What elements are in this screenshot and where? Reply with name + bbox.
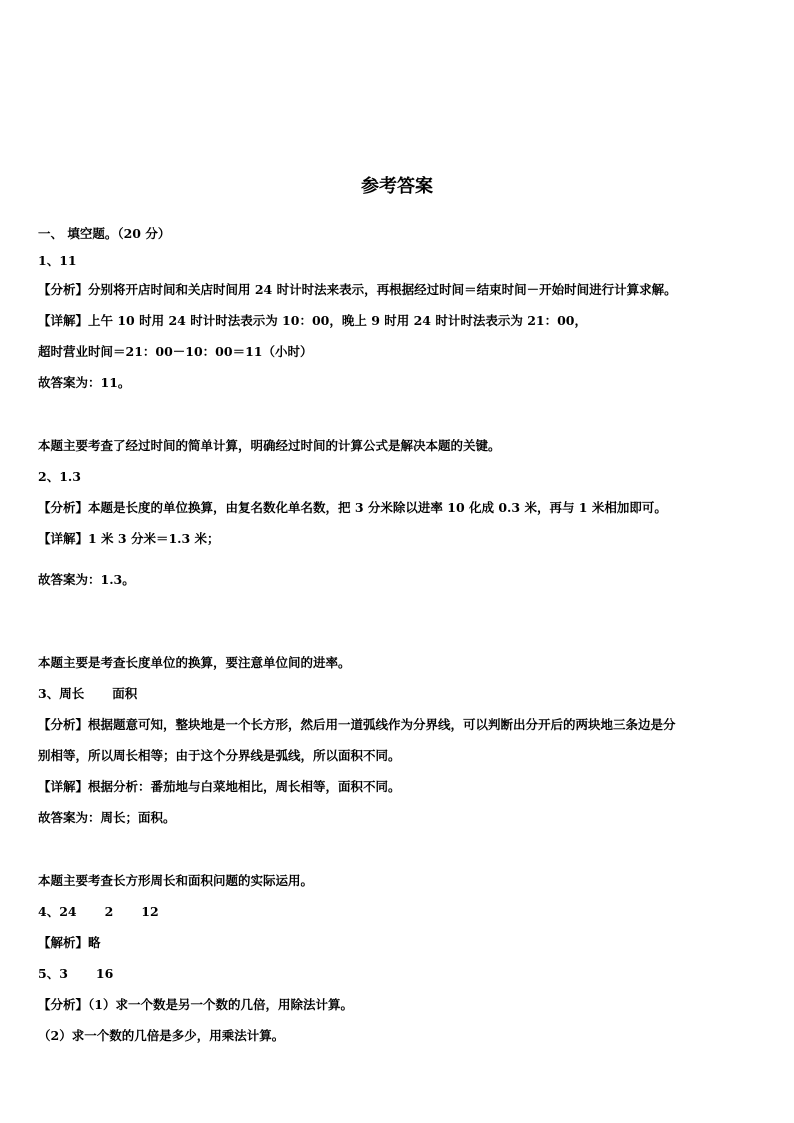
detail-1: 【详解】上午 10 时用 24 时计时法表示为 10：00，晚上 9 时用 24 时计时法表示为 21：00，	[38, 313, 587, 328]
analysis-3-cont: 别相等，所以周长相等；由于这个分界线是弧线，所以面积不同。	[38, 748, 401, 763]
analysis-2: 【分析】本题是长度的单位换算，由复名数化单名数，把 3 分米除以进率 10 化成 0.3 米，再与 1 米相加即可。	[38, 500, 667, 515]
answer-5-part-1: 5、3	[38, 966, 68, 981]
section-heading: 一、 填空题。（20 分）	[38, 226, 171, 241]
detail-2: 【详解】1 米 3 分米＝1.3 米；	[38, 531, 220, 546]
conclusion-2: 故答案为：1.3。	[38, 572, 135, 587]
note-2: 本题主要是考查长度单位的换算，要注意单位间的进率。	[38, 655, 351, 670]
answer-3-part-2: 面积	[112, 686, 138, 701]
answer-4-part-3: 12	[141, 904, 159, 919]
analysis-3: 【分析】根据题意可知，整块地是一个长方形，然后用一道弧线作为分界线，可以判断出分开后的两块地三条边是分	[38, 717, 676, 732]
answer-2: 2、1.3	[38, 469, 81, 484]
conclusion-1: 故答案为：11。	[38, 375, 131, 390]
answer-4	[38, 904, 159, 920]
analysis-5: 【分析】（1）求一个数是另一个数的几倍，用除法计算。	[38, 997, 353, 1012]
note-1: 本题主要考查了经过时间的简单计算，明确经过时间的计算公式是解决本题的关键。	[38, 438, 501, 453]
analysis-5-cont: （2）求一个数的几倍是多少，用乘法计算。	[38, 1028, 285, 1043]
analysis-1: 【分析】分别将开店时间和关店时间用 24 时计时法来表示，再根据经过时间＝结束时间－开始时间进行计算求解。	[38, 282, 677, 297]
detail-3: 【详解】根据分析：番茄地与白菜地相比，周长相等，面积不同。	[38, 779, 401, 794]
note-3: 本题主要考查长方形周长和面积问题的实际运用。	[38, 873, 314, 888]
answer-5-part-2: 16	[95, 966, 114, 981]
detail-1-cont: 超时营业时间＝21：00－10：00＝11（小时）	[38, 344, 313, 359]
answer-1: 1、11	[38, 253, 77, 268]
answer-3	[38, 686, 137, 702]
conclusion-3: 故答案为：周长；面积。	[38, 810, 176, 825]
answer-3-part-1: 3、周长	[38, 686, 85, 701]
answer-4-part-1: 4、24	[38, 904, 77, 919]
analysis-4: 【解析】略	[38, 935, 101, 950]
answer-5	[38, 966, 113, 982]
page-title: 参考答案	[361, 176, 433, 197]
answer-4-part-2: 2	[104, 904, 114, 919]
